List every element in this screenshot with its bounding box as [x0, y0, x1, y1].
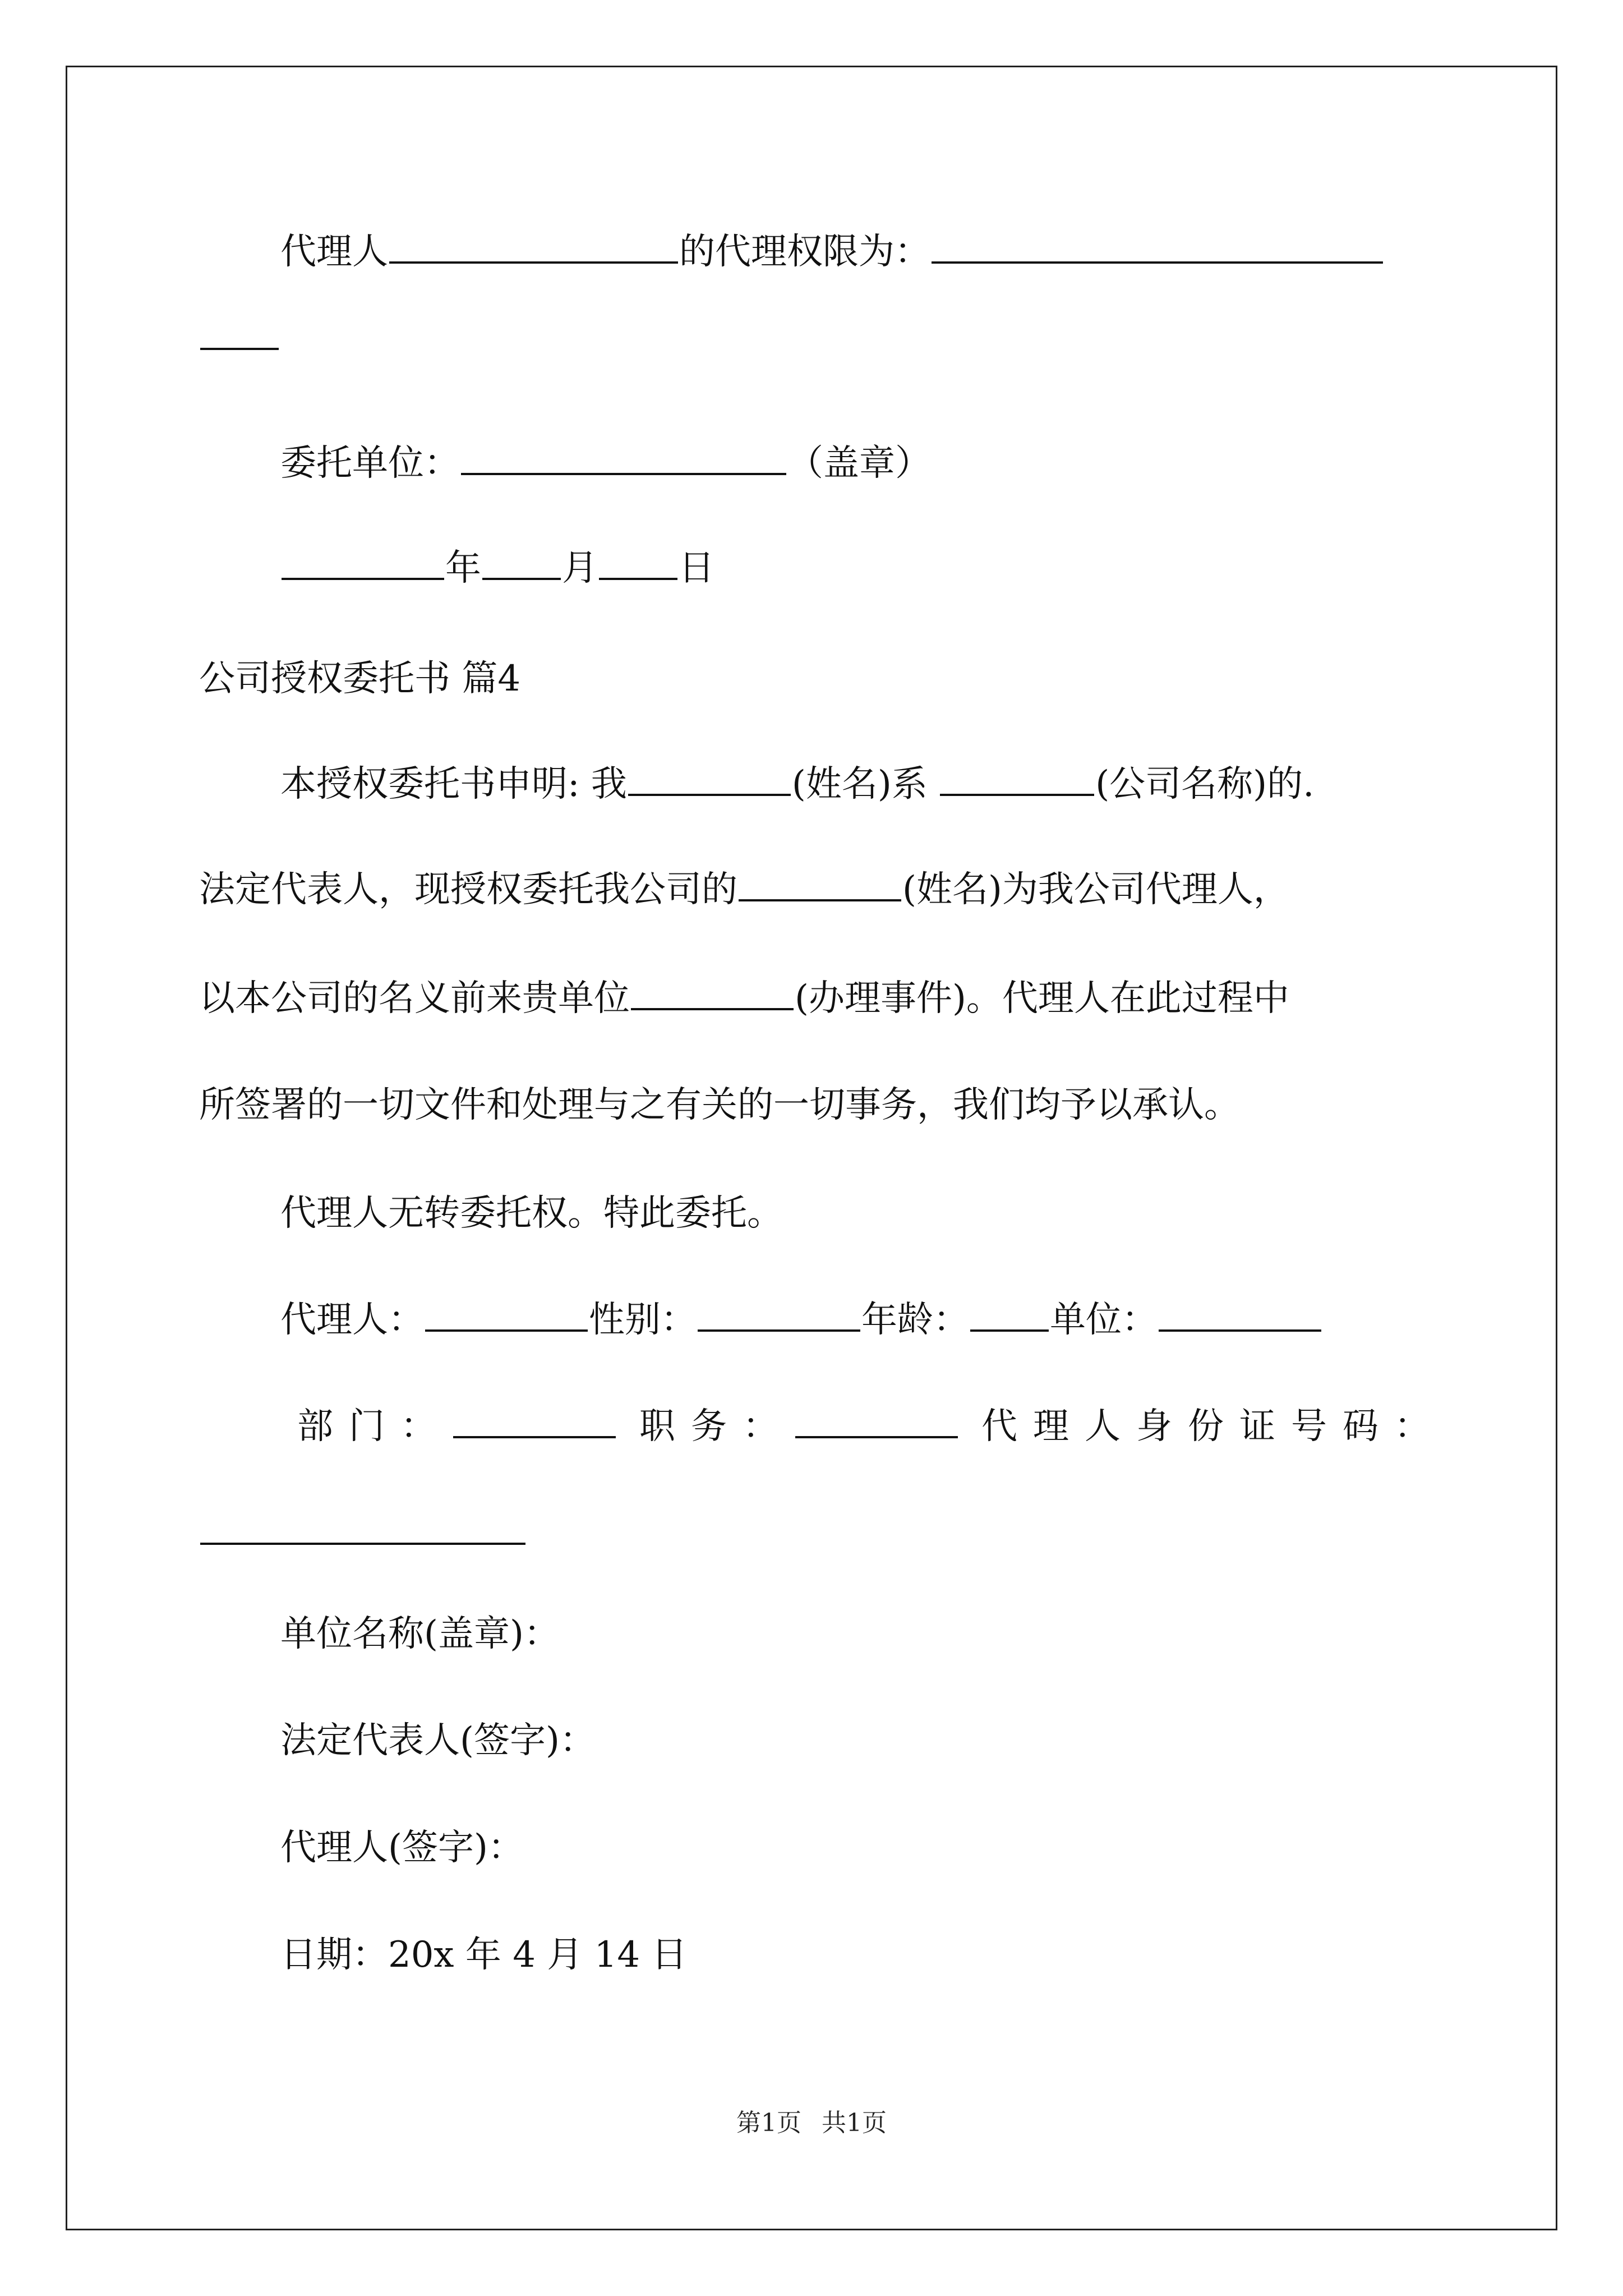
agent-blank[interactable] [425, 1296, 588, 1332]
age-blank[interactable] [970, 1296, 1049, 1332]
text: 以本公司的名义前来贵单位 [199, 978, 630, 1019]
position-label: 职务： [639, 1406, 794, 1447]
agent-name-blank-2[interactable] [739, 866, 901, 901]
page-border [66, 66, 1557, 2230]
paragraph-line-3 [199, 974, 1289, 1021]
principal-name-blank[interactable] [628, 760, 791, 796]
entrusting-unit-label: 委托单位： [280, 443, 460, 484]
text: 法定代表人，现授权委托我公司的 [199, 869, 737, 910]
text: 本授权委托书申明: 我 [280, 763, 627, 805]
text: (姓名)系 [791, 763, 939, 805]
day-label: 日 [679, 547, 714, 589]
no-subdelegation-line: 代理人无转委托权。特此委托。 [280, 1193, 783, 1234]
age-label: 年龄： [861, 1299, 969, 1341]
agent-sign-line: 代理人(签字)： [280, 1827, 524, 1869]
unit-label: 单位： [1050, 1299, 1158, 1341]
seal-note: （盖章） [787, 443, 931, 484]
gender-blank[interactable] [698, 1296, 860, 1332]
agent-info-line [280, 1296, 1322, 1342]
text: (公司名称)的. [1095, 763, 1315, 805]
page-number: 第1页 [736, 2109, 801, 2137]
section-heading: 公司授权委托书 篇4 [199, 658, 521, 700]
agent-info-line-2 [297, 1402, 1446, 1449]
paragraph-line-4: 所签署的一切文件和处理与之有关的一切事务，我们均予以承认。 [199, 1084, 1240, 1126]
agent-label: 代理人 [280, 231, 388, 273]
entrusting-unit-line [280, 439, 931, 486]
company-name-blank[interactable] [940, 760, 1094, 796]
department-blank[interactable] [453, 1402, 616, 1438]
paragraph-line-1 [280, 760, 1314, 807]
id-number-line [199, 1509, 527, 1556]
unit-blank[interactable] [1159, 1296, 1321, 1332]
position-blank[interactable] [795, 1402, 958, 1438]
text: (办理事件)。代理人在此过程中 [795, 978, 1289, 1019]
month-label: 月 [562, 547, 598, 589]
id-number-label: 代理人身份证号码： [981, 1406, 1446, 1447]
legal-rep-sign-line: 法定代表人(签字)： [280, 1720, 596, 1761]
id-number-blank[interactable] [200, 1509, 525, 1545]
text: (姓名)为我公司代理人， [902, 869, 1289, 910]
day-blank[interactable] [599, 544, 677, 580]
paragraph-line-2 [199, 866, 1289, 912]
department-label: 部门： [297, 1406, 452, 1447]
authority-continuation-line [199, 314, 280, 361]
date-signed-line: 日期：20x 年 4 月 14 日 [280, 1934, 688, 1976]
page-footer [0, 2106, 1623, 2140]
year-blank[interactable] [282, 544, 444, 580]
matter-blank[interactable] [631, 974, 794, 1010]
agent-label: 代理人： [280, 1299, 424, 1341]
agent-authority-line [280, 228, 1384, 274]
agent-name-blank[interactable] [389, 228, 678, 264]
page-total: 共1页 [822, 2109, 887, 2137]
entrusting-unit-blank[interactable] [461, 439, 786, 475]
gender-label: 性别： [589, 1299, 697, 1341]
month-blank[interactable] [482, 544, 561, 580]
authority-blank[interactable] [932, 228, 1383, 264]
date-line [280, 544, 714, 591]
year-label: 年 [445, 547, 481, 589]
authority-label: 的代理权限为： [679, 231, 930, 273]
unit-seal-line: 单位名称(盖章)： [280, 1613, 560, 1655]
authority-blank-continued[interactable] [200, 314, 279, 350]
